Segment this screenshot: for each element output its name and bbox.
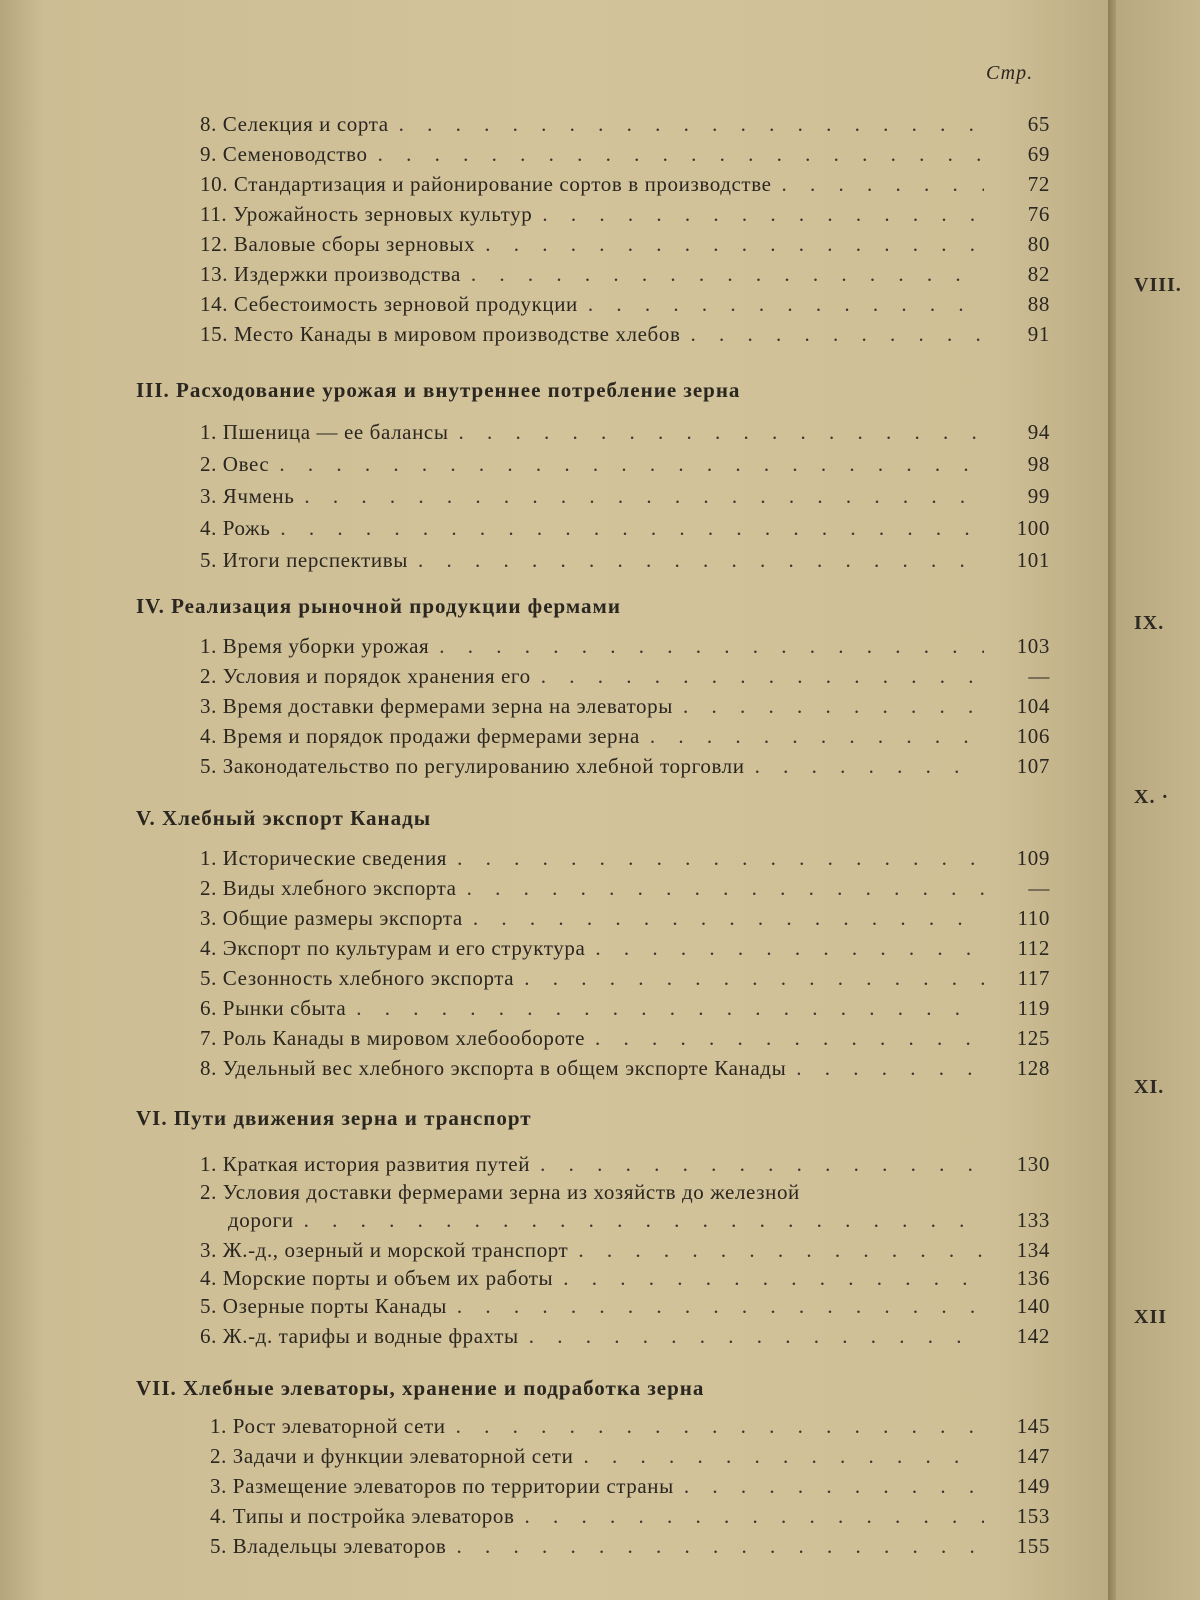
toc-entry xyxy=(200,1026,1050,1056)
leader-dots xyxy=(684,1474,984,1499)
entry-page: 136 xyxy=(1016,1266,1050,1290)
section-heading: IV. Реализация рыночной продукции фермами xyxy=(136,594,621,618)
leader-dots xyxy=(304,1208,984,1233)
leader-dots xyxy=(583,1444,984,1469)
entry-title: 5. Озерные порты Канады xyxy=(200,1294,447,1318)
entry-page: 153 xyxy=(1016,1504,1050,1528)
entry-page: 76 xyxy=(1027,202,1050,226)
leader-dots xyxy=(529,1324,984,1349)
entry-page: 133 xyxy=(1016,1208,1050,1232)
margin-section-label: X. · xyxy=(1134,786,1170,808)
entry-page: 80 xyxy=(1027,232,1050,256)
leader-dots xyxy=(457,1294,984,1319)
toc-entry xyxy=(200,1056,1050,1086)
entry-page: 65 xyxy=(1027,112,1050,136)
entry-page: 103 xyxy=(1016,634,1050,658)
entry-title: 9. Семеноводство xyxy=(200,142,368,166)
toc-entry xyxy=(200,966,1050,996)
entry-page: 104 xyxy=(1016,694,1050,718)
section-heading: III. Расходование урожая и внутреннее потребление зерна xyxy=(136,378,741,402)
toc-entry xyxy=(200,548,1050,578)
leader-dots xyxy=(473,906,984,931)
entry-title: 4. Рожь xyxy=(200,516,271,540)
entry-page: 112 xyxy=(1017,936,1050,960)
entry-page: 140 xyxy=(1016,1294,1050,1318)
entry-page: 155 xyxy=(1016,1534,1050,1558)
toc-entry xyxy=(200,1294,1050,1324)
leader-dots xyxy=(304,484,984,509)
toc-entry xyxy=(200,936,1050,966)
entry-page: 88 xyxy=(1027,292,1050,316)
toc-entry xyxy=(200,876,1050,906)
entry-page: 110 xyxy=(1017,906,1050,930)
leader-dots xyxy=(782,172,984,197)
entry-page: 145 xyxy=(1016,1414,1050,1438)
toc-entry xyxy=(210,1504,1050,1534)
leader-dots xyxy=(280,516,984,541)
entry-title: 4. Типы и постройка элеваторов xyxy=(210,1504,515,1528)
section-heading: VII. Хлебные элеваторы, хранение и подработка зерна xyxy=(136,1376,705,1400)
entry-title: 2. Овес xyxy=(200,452,270,476)
toc-entry xyxy=(200,1266,1050,1296)
entry-title: 11. Урожайность зерновых культур xyxy=(200,202,533,226)
entry-page: 100 xyxy=(1016,516,1050,540)
leader-dots xyxy=(456,1414,984,1439)
entry-page: 98 xyxy=(1027,452,1050,476)
entry-page: 107 xyxy=(1016,754,1050,778)
toc-entry xyxy=(210,1474,1050,1504)
entry-title: 8. Удельный вес хлебного экспорта в общем экспорте Канады xyxy=(200,1056,787,1080)
leader-dots xyxy=(755,754,984,779)
entry-title-continuation: дороги xyxy=(228,1208,294,1232)
toc-entry xyxy=(200,292,1050,322)
entry-page: 99 xyxy=(1027,484,1050,508)
entry-title: 5. Законодательство по регулированию хлебной торговли xyxy=(200,754,745,778)
entry-title: 1. Краткая история развития путей xyxy=(200,1152,531,1176)
toc-entry xyxy=(200,452,1050,482)
leader-dots xyxy=(456,1534,984,1559)
leader-dots xyxy=(542,202,984,227)
toc-entry xyxy=(200,1238,1050,1268)
margin-section-label: VIII. xyxy=(1134,274,1182,296)
toc-entry xyxy=(200,664,1050,694)
section-heading: VI. Пути движения зерна и транспорт xyxy=(136,1106,532,1130)
leader-dots xyxy=(541,664,984,689)
entry-title: 14. Себестоимость зерновой продукции xyxy=(200,292,578,316)
entry-title: 2. Условия и порядок хранения его xyxy=(200,664,531,688)
entry-page: 109 xyxy=(1016,846,1050,870)
toc-entry xyxy=(200,172,1050,202)
entry-title: 2. Задачи и функции элеваторной сети xyxy=(210,1444,574,1468)
toc-entry xyxy=(200,846,1050,876)
margin-section-label: XI. xyxy=(1134,1076,1165,1098)
entry-title: 2. Условия доставки фермерами зерна из хозяйств до железной xyxy=(200,1180,800,1204)
leader-dots xyxy=(525,1504,984,1529)
toc-entry xyxy=(200,112,1050,142)
leader-dots xyxy=(399,112,984,137)
entry-title: 13. Издержки производства xyxy=(200,262,461,286)
entry-title: 3. Общие размеры экспорта xyxy=(200,906,463,930)
leader-dots xyxy=(540,1152,984,1177)
entry-page: 117 xyxy=(1017,966,1050,990)
entry-page: 69 xyxy=(1027,142,1050,166)
toc-entry xyxy=(200,724,1050,754)
leader-dots xyxy=(690,322,984,347)
leader-dots xyxy=(595,936,984,961)
entry-title: 3. Ж.-д., озерный и морской транспорт xyxy=(200,1238,569,1262)
toc-entry xyxy=(210,1414,1050,1444)
toc-entry xyxy=(200,142,1050,172)
entry-title: 15. Место Канады в мировом производстве хлебов xyxy=(200,322,681,346)
section-heading: V. Хлебный экспорт Канады xyxy=(136,806,432,830)
toc-entry xyxy=(210,1534,1050,1564)
leader-dots xyxy=(578,1238,984,1263)
leader-dots xyxy=(796,1056,984,1081)
leader-dots xyxy=(279,452,984,477)
entry-title: 7. Роль Канады в мировом хлебообороте xyxy=(200,1026,586,1050)
leader-dots xyxy=(683,694,984,719)
page-column-header: Стр. xyxy=(986,62,1034,84)
entry-title: 12. Валовые сборы зерновых xyxy=(200,232,476,256)
entry-page: 130 xyxy=(1016,1152,1050,1176)
entry-page: 94 xyxy=(1027,420,1050,444)
entry-title: 1. Пшеница — ее балансы xyxy=(200,420,449,444)
entry-title: 1. Исторические сведения xyxy=(200,846,448,870)
entry-page: 119 xyxy=(1017,996,1050,1020)
leader-dots xyxy=(457,846,984,871)
entry-page: — xyxy=(1028,664,1050,688)
entry-title: 5. Итоги перспективы xyxy=(200,548,408,572)
entry-title: 2. Виды хлебного экспорта xyxy=(200,876,457,900)
entry-title: 3. Время доставки фермерами зерна на элеваторы xyxy=(200,694,673,718)
entry-page: 72 xyxy=(1027,172,1050,196)
toc-entry xyxy=(200,202,1050,232)
toc-entry xyxy=(228,1208,1050,1238)
toc-entry xyxy=(200,754,1050,784)
leader-dots xyxy=(467,876,984,901)
entry-title: 3. Размещение элеваторов по территории страны xyxy=(210,1474,674,1498)
entry-title: 5. Владельцы элеваторов xyxy=(210,1534,447,1558)
leader-dots xyxy=(418,548,984,573)
toc-entry xyxy=(200,1152,1050,1182)
toc-entry xyxy=(210,1444,1050,1474)
entry-page: 128 xyxy=(1016,1056,1050,1080)
toc-entry xyxy=(200,1324,1050,1354)
leader-dots xyxy=(650,724,984,749)
entry-title: 10. Стандартизация и районирование сортов в производстве xyxy=(200,172,772,196)
entry-title: 6. Ж.-д. тарифы и водные фрахты xyxy=(200,1324,519,1348)
margin-section-label: XII xyxy=(1134,1306,1168,1328)
entry-title: 4. Время и порядок продажи фермерами зерна xyxy=(200,724,640,748)
toc-entry xyxy=(200,694,1050,724)
entry-page: 149 xyxy=(1016,1474,1050,1498)
entry-page: 91 xyxy=(1027,322,1050,346)
entry-title: 4. Морские порты и объем их работы xyxy=(200,1266,554,1290)
leader-dots xyxy=(595,1026,984,1051)
entry-title: 8. Селекция и сорта xyxy=(200,112,389,136)
entry-page: 101 xyxy=(1016,548,1050,572)
entry-title: 4. Экспорт по культурам и его структура xyxy=(200,936,586,960)
toc-entry xyxy=(200,996,1050,1026)
entry-page: 106 xyxy=(1016,724,1050,748)
toc-entry xyxy=(200,516,1050,546)
entry-title: 1. Рост элеваторной сети xyxy=(210,1414,446,1438)
toc-entry xyxy=(200,232,1050,262)
page-gutter xyxy=(1108,0,1116,1600)
margin-section-label: IX. xyxy=(1134,612,1165,634)
entry-title: 1. Время уборки урожая xyxy=(200,634,430,658)
entry-page: 134 xyxy=(1016,1238,1050,1262)
toc-entry xyxy=(200,262,1050,292)
leader-dots xyxy=(563,1266,984,1291)
leader-dots xyxy=(459,420,984,445)
leader-dots xyxy=(471,262,984,287)
entry-page: 125 xyxy=(1016,1026,1050,1050)
toc-entry xyxy=(200,906,1050,936)
toc-entry xyxy=(200,322,1050,352)
entry-title: 3. Ячмень xyxy=(200,484,295,508)
entry-page: 82 xyxy=(1027,262,1050,286)
entry-page: 147 xyxy=(1016,1444,1050,1468)
leader-dots xyxy=(485,232,984,257)
entry-title: 6. Рынки сбыта xyxy=(200,996,347,1020)
toc-entry xyxy=(200,484,1050,514)
leader-dots xyxy=(356,996,984,1021)
leader-dots xyxy=(439,634,984,659)
leader-dots xyxy=(378,142,984,167)
entry-page: — xyxy=(1028,876,1050,900)
toc-entry xyxy=(200,634,1050,664)
entry-page: 142 xyxy=(1016,1324,1050,1348)
leader-dots xyxy=(524,966,984,991)
leader-dots xyxy=(588,292,984,317)
entry-title: 5. Сезонность хлебного экспорта xyxy=(200,966,515,990)
toc-entry xyxy=(200,420,1050,450)
